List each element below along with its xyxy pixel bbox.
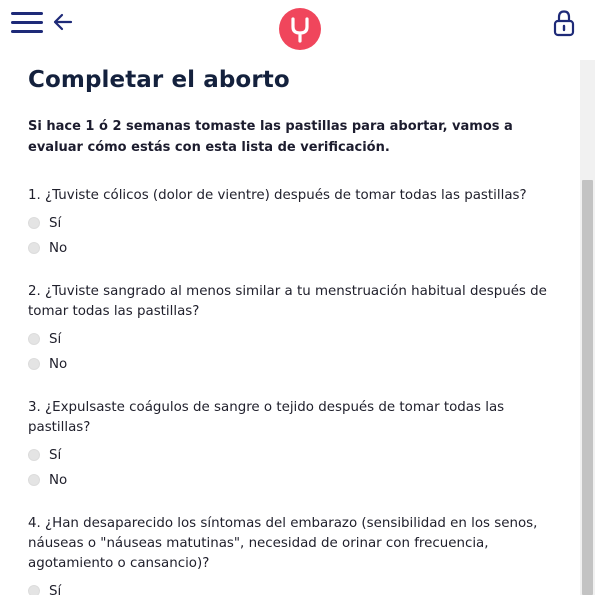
radio-button[interactable] bbox=[28, 449, 40, 461]
option-label: Sí bbox=[49, 447, 62, 463]
option-label: Sí bbox=[49, 215, 62, 231]
question-2-option-yes[interactable] bbox=[28, 330, 61, 348]
option-label: No bbox=[49, 472, 68, 488]
radio-button[interactable] bbox=[28, 333, 40, 345]
question-1-text: 1. ¿Tuviste cólicos (dolor de vientre) después de tomar todas las pastillas? bbox=[28, 188, 527, 203]
option-label: Sí bbox=[49, 583, 62, 595]
option-label: No bbox=[49, 356, 68, 372]
question-3-text: 3. ¿Expulsaste coágulos de sangre o tejido después de tomar todas las pastillas? bbox=[28, 400, 505, 435]
radio-button[interactable] bbox=[28, 217, 40, 229]
question-3-option-yes[interactable] bbox=[28, 446, 61, 464]
radio-button[interactable] bbox=[28, 358, 40, 370]
radio-button[interactable] bbox=[28, 585, 40, 595]
question-1-option-yes[interactable] bbox=[28, 214, 61, 232]
question-2-option-no[interactable] bbox=[28, 355, 67, 373]
question-4-text: 4. ¿Han desaparecido los síntomas del embarazo (sensibilidad en los senos, náuseas o "náuseas matutinas", necesidad de orinar con frecuencia, agotamiento o cansancio)? bbox=[28, 516, 538, 571]
checklist-content bbox=[0, 56, 580, 595]
question-1-option-no[interactable] bbox=[28, 239, 67, 257]
tuning-fork-logo-icon[interactable] bbox=[279, 8, 321, 50]
page-title: Completar el aborto bbox=[28, 67, 290, 93]
hamburger-menu-icon[interactable] bbox=[11, 12, 43, 34]
padlock-icon[interactable] bbox=[553, 9, 575, 37]
option-label: No bbox=[49, 240, 68, 256]
question-2-text: 2. ¿Tuviste sangrado al menos similar a tu menstruación habitual después de tomar todas las pastillas? bbox=[28, 284, 547, 319]
question-3-option-no[interactable] bbox=[28, 471, 67, 489]
question-4-option-yes[interactable] bbox=[28, 582, 61, 595]
radio-button[interactable] bbox=[28, 242, 40, 254]
app-header bbox=[0, 0, 595, 56]
intro-text: Si hace 1 ó 2 semanas tomaste las pastillas para abortar, vamos a evaluar cómo estás con esta lista de verificación. bbox=[28, 119, 513, 155]
arrow-left-icon[interactable] bbox=[52, 12, 74, 32]
option-label: Sí bbox=[49, 331, 62, 347]
scrollbar-thumb[interactable] bbox=[582, 180, 593, 595]
radio-button[interactable] bbox=[28, 474, 40, 486]
scrollbar-track[interactable] bbox=[580, 60, 595, 595]
